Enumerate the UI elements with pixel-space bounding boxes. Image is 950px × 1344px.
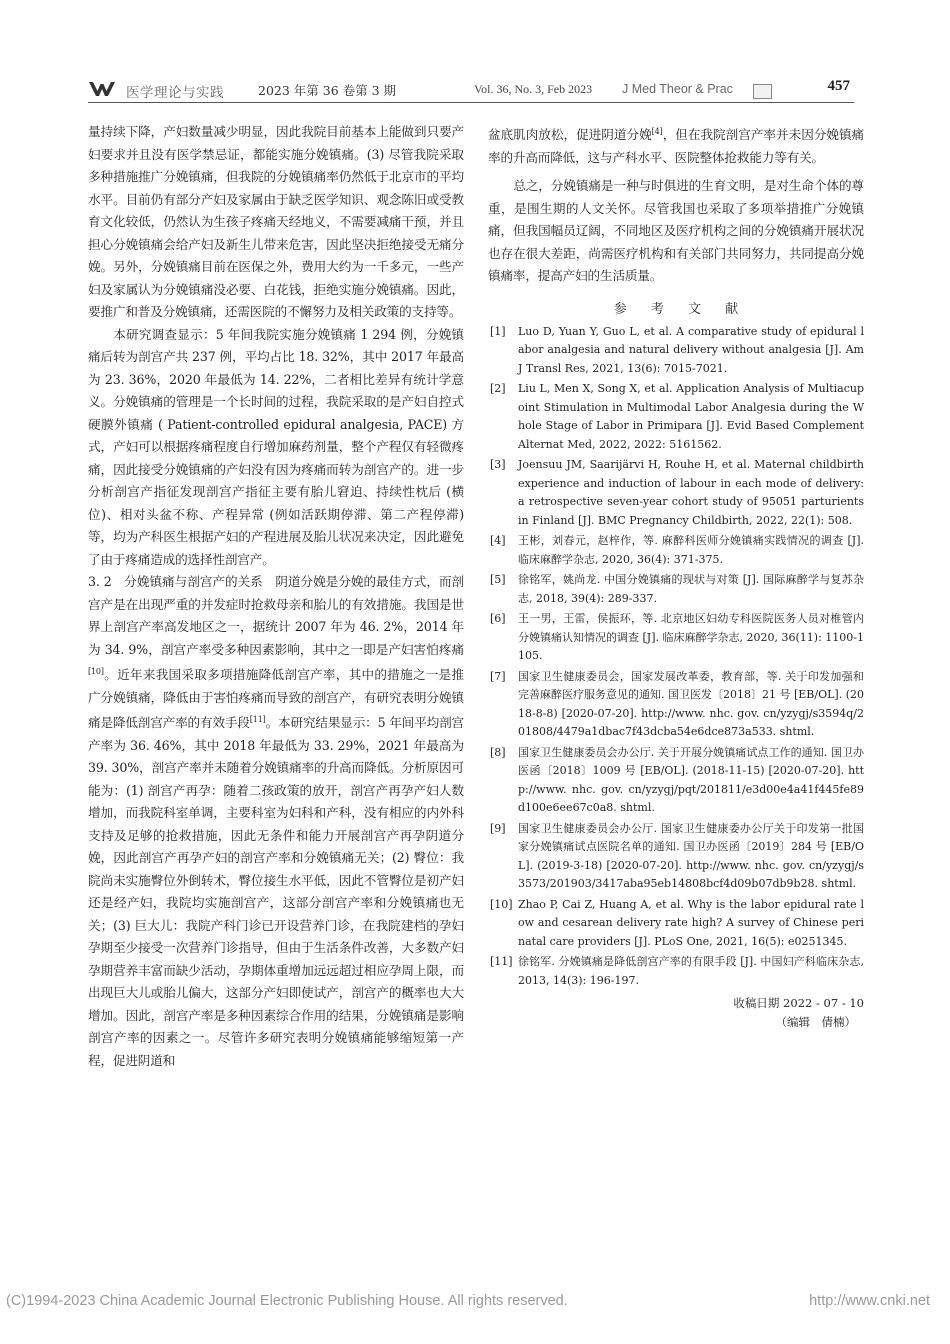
reference-list [488,323,864,991]
reference-item [488,571,864,608]
reference-text: 王一男，王雷，侯振环，等. 北京地区妇幼专科医院医务人员对椎管内分娩镇痛认知情况的调查 [J]. 临床麻醉学杂志, 2020, 36(11): 1100-1105. [518,612,864,663]
reference-number: [7] [490,669,506,683]
journal-title-cn: 医学理论与实践 [126,85,224,101]
reference-text: 徐铭军. 分娩镇痛是降低剖宫产率的有限手段 [J]. 中国妇产科临床杂志, 2013, 14(3): 196-197. [518,955,864,987]
reference-item [488,610,864,666]
reference-text: 徐铭军，姚尚龙. 中国分娩镇痛的现状与对策 [J]. 国际麻醉学与复苏杂志, 2018, 39(4): 289-337. [518,573,864,605]
reference-text: 国家卫生健康委员会，国家发展改革委，教育部，等. 关于印发加强和完善麻醉医疗服务意见的通知. 国卫医发〔2018〕21 号 [EB/OL]. (2018-8-8) [2020-07-20]. http://www. nhc. gov. cn/yzygj/s3594q/201808/4479a1dbac7f43dcba54e6dce873a533. shtml. [518,669,864,739]
page-number: 457 [827,78,850,94]
issue-cn: 2023 年第 36 卷第 3 期 [258,83,397,98]
editor-note: （编辑 倩楠） [775,1015,856,1030]
reference-number: [9] [490,821,506,835]
volume-en: Vol. 36, No. 3, Feb 2023 [474,82,593,96]
left-column [88,121,464,1072]
reference-item [488,820,864,894]
reference-item [488,380,864,454]
cnki-url: http://www.cnki.net [809,1293,930,1309]
received-date: 收稿日期 2022 - 07 - 10 [733,996,864,1011]
reference-number: [1] [490,324,506,338]
reference-text: Luo D, Yuan Y, Guo L, et al. A comparative study of epidural labor analgesia and natural delivery without analgesia [J]. Am J Transl Res, 2021, 13(6): 7015-7021. [518,324,864,375]
reference-text: 王彬，刘春元，赵梓作，等. 麻醉科医师分娩镇痛实践情况的调查 [J]. 临床麻醉学杂志, 2020, 36(4): 371-375. [518,534,864,566]
reference-item [488,953,864,990]
reference-text: Liu L, Men X, Song X, et al. Application Analysis of Multiacupoint Stimulation in Multimodal Labor Analgesia during the Whole Stage of Labor in Primipara [J]. Evid Based Complement Alternat Med, 2022, 2022: 5161562. [518,382,864,451]
reference-number: [3] [490,458,506,472]
citation-4: [4] [651,127,663,136]
reference-item [488,896,864,952]
right-column [488,121,864,1032]
reference-text: Zhao P, Cai Z, Huang A, et al. Why is the labor epidural rate low and cesarean delivery rate high? A survey of Chinese perinatal care providers [J]. PLoS One, 2021, 16(5): e0251345. [518,897,864,948]
references-title: 参 考 文 献 [613,301,749,317]
journal-logo-icon [88,80,116,98]
section-heading-3-2: 3. 2 分娩镇痛与剖宫产的关系 [88,574,263,589]
left-paragraph-3 [88,571,464,1072]
right-paragraph-1-a: 盆底肌肉放松，促进阴道分娩 [488,127,652,143]
right-paragraph-1 [488,121,864,169]
reference-item [488,456,864,530]
left-paragraph-1: 量持续下降，产妇数量减少明显，因此我院目前基本上能做到只要产妇要求并且没有医学禁忌证，都能实施分娩镇痛。(3) 尽管我院采取多种措施推广分娩镇痛，但我院的分娩镇痛率仍然低于北京市的平均水平。目前仍有部分产妇及家属由于缺乏医学知识、观念陈旧或受教育文化较低，仍然认为生孩子疼痛天经地义，不需要减痛干预，并且担心分娩镇痛会给产妇及新生儿带来危害，因此坚决拒绝接受无痛分娩。另外，分娩镇痛目前在医保之外，费用大约为一千多元，一些产妇及家属认为分娩镇痛没必要、白花钱，拒绝实施分娩镇痛。因此，要推广和普及分娩镇痛，还需医院的不懈努力及相关政策的支持等。 [88,124,464,319]
reference-item [488,668,864,742]
citation-10: [10] [88,667,104,676]
reference-item [488,744,864,818]
copyright-text: (C)1994-2023 China Academic Journal Electronic Publishing House. All rights reserved. [6,1293,568,1309]
paragraph-3-text-b: 。近年来我国采取多项措施降低剖宫产率，其中的措施之一是推广分娩镇痛，降低由于害怕疼痛而导致的剖宫产，有研究表明分娩镇痛是降低剖宫产率的有效手段 [88,667,464,731]
paragraph-3-text-a: 阴道分娩是分娩的最佳方式，而剖宫产是在出现严重的并发症时抢救母亲和胎儿的有效措施。我国是世界上剖宫产率高发地区之一，据统计 2007 年为 46. 2%，2014 年为 34. 9%，剖宫产率受多种因素影响，其中之一即是产妇害怕疼痛 [88,574,464,657]
running-header [88,78,854,103]
paragraph-3-text-c: 。本研究结果显示：5 年间平均剖宫产率为 36. 46%，其中 2018 年最低为 33. 29%，2021 年最高为 39. 30%，剖宫产率并未随着分娩镇痛率的升高而降低。分析原因可能为：(1) 剖宫产再孕：随着二孩政策的放开，剖宫产再孕产妇人数增加，而我院科室单调，主要科室为妇科和产科，没有相应的内外科支持及足够的抢救措施，因此无条件和能力开展剖宫产再孕阴道分娩，因此剖宫产再孕产妇的剖宫产率和分娩镇痛无关；(2) 臀位：我院尚未实施臀位外倒转术，臀位接生水平低，因此不管臀位是初产妇还是经产妇，我院均实施剖宫产，这部分剖宫产率和分娩镇痛也无关；(3) 巨大儿：我院产科门诊已开设营养门诊，在我院建档的孕妇孕期至少接受一次营养门诊指导，但由于生活条件改善，大多数产妇孕期营养丰富而缺少活动，孕期体重增加远远超过相应孕周上限，而出现巨大儿或胎儿偏大，这部分产妇即使试产，剖宫产的概率也大大增加。因此，剖宫产率是多种因素综合作用的结果，分娩镇痛是影响剖宫产率的因素之一。尽管许多研究表明分娩镇痛能够缩短第一产程，促进阴道和 [88,715,464,1068]
left-paragraph-2: 本研究调查显示：5 年间我院实施分娩镇痛 1 294 例，分娩镇痛后转为剖宫产共 237 例，平均占比 18. 32%，其中 2017 年最高为 23. 36%，2020 年最低为 14. 22%，二者相比差异有统计学意义。分娩镇痛的管理是一个长时间的过程，我院采取的是产妇自控式硬膜外镇痛 ( Patient-controlled epidural analgesia, PACE) 方式，产妇可以根据疼痛程度自行增加麻药剂量，整个产程仅有轻微疼痛，因此接受分娩镇痛的产妇没有因为疼痛而转为剖宫产的。进一步分析剖宫产指征发现剖宫产指征主要有胎儿窘迫、持续性枕后 (横位)、相对头盆不称、产程异常 (例如活跃期停滞、第二产程停滞) 等，均为产科医生根据产妇的产程进展及胎儿状况来决定，因此避免了由于疼痛造成的选择性剖宫产。 [88,326,464,567]
header-box-icon [753,84,772,99]
right-paragraph-1-b: ，但在我院剖宫产率并未因分娩镇痛率的升高而降低，这与产科水平、医院整体抢救能力等有关。 [488,127,864,165]
reference-number: [5] [490,573,506,587]
journal-title-en: J Med Theor & Prac [622,82,733,96]
reference-item [488,532,864,569]
reference-number: [4] [490,534,506,548]
reference-number: [11] [490,955,513,969]
conclusion-paragraph: 总之，分娩镇痛是一种与时俱进的生育文明，是对生命个体的尊重，是围生期的人文关怀。尽管我国也采取了多项举措推广分娩镇痛，但我国幅员辽阔，不同地区及医疗机构之间的分娩镇痛开展状况也存在很大差距，尚需医疗机构和有关部门共同努力，共同提高分娩镇痛率，提高产妇的生活质量。 [488,178,864,284]
reference-text: Joensuu JM, Saarijärvi H, Rouhe H, et al. Maternal childbirth experience and induction of labour in each mode of delivery: a retrospective seven-year cohort study of 95051 parturients in Finland [J]. BMC Pregnancy Childbirth, 2022, 22(1): 508. [518,458,864,527]
citation-11: [11] [249,715,266,725]
reference-text: 国家卫生健康委员会办公厅. 关于开展分娩镇痛试点工作的通知. 国卫办医函〔2018〕1009 号 [EB/OL]. (2018-11-15) [2020-07-20]. http://www. nhc. gov. cn/yzygj/pqt/201811/e3d00e4a41f445fe89d100e6ee67c0a8. shtml. [518,745,864,815]
reference-number: [10] [490,897,513,911]
reference-number: [2] [490,382,506,396]
reference-text: 国家卫生健康委员会办公厅. 国家卫生健康委办公厅关于印发第一批国家分娩镇痛试点医院名单的通知. 国卫办医函〔2019〕284 号 [EB/OL]. (2019-3-18) [2020-07-20]. http://www. nhc. gov. cn/yzygj/s3573/201903/3417aba95eb14808bcf4d09b07db9b28. shtml. [518,821,864,891]
reference-number: [8] [490,745,506,759]
reference-number: [6] [490,612,506,626]
reference-item [488,323,864,379]
